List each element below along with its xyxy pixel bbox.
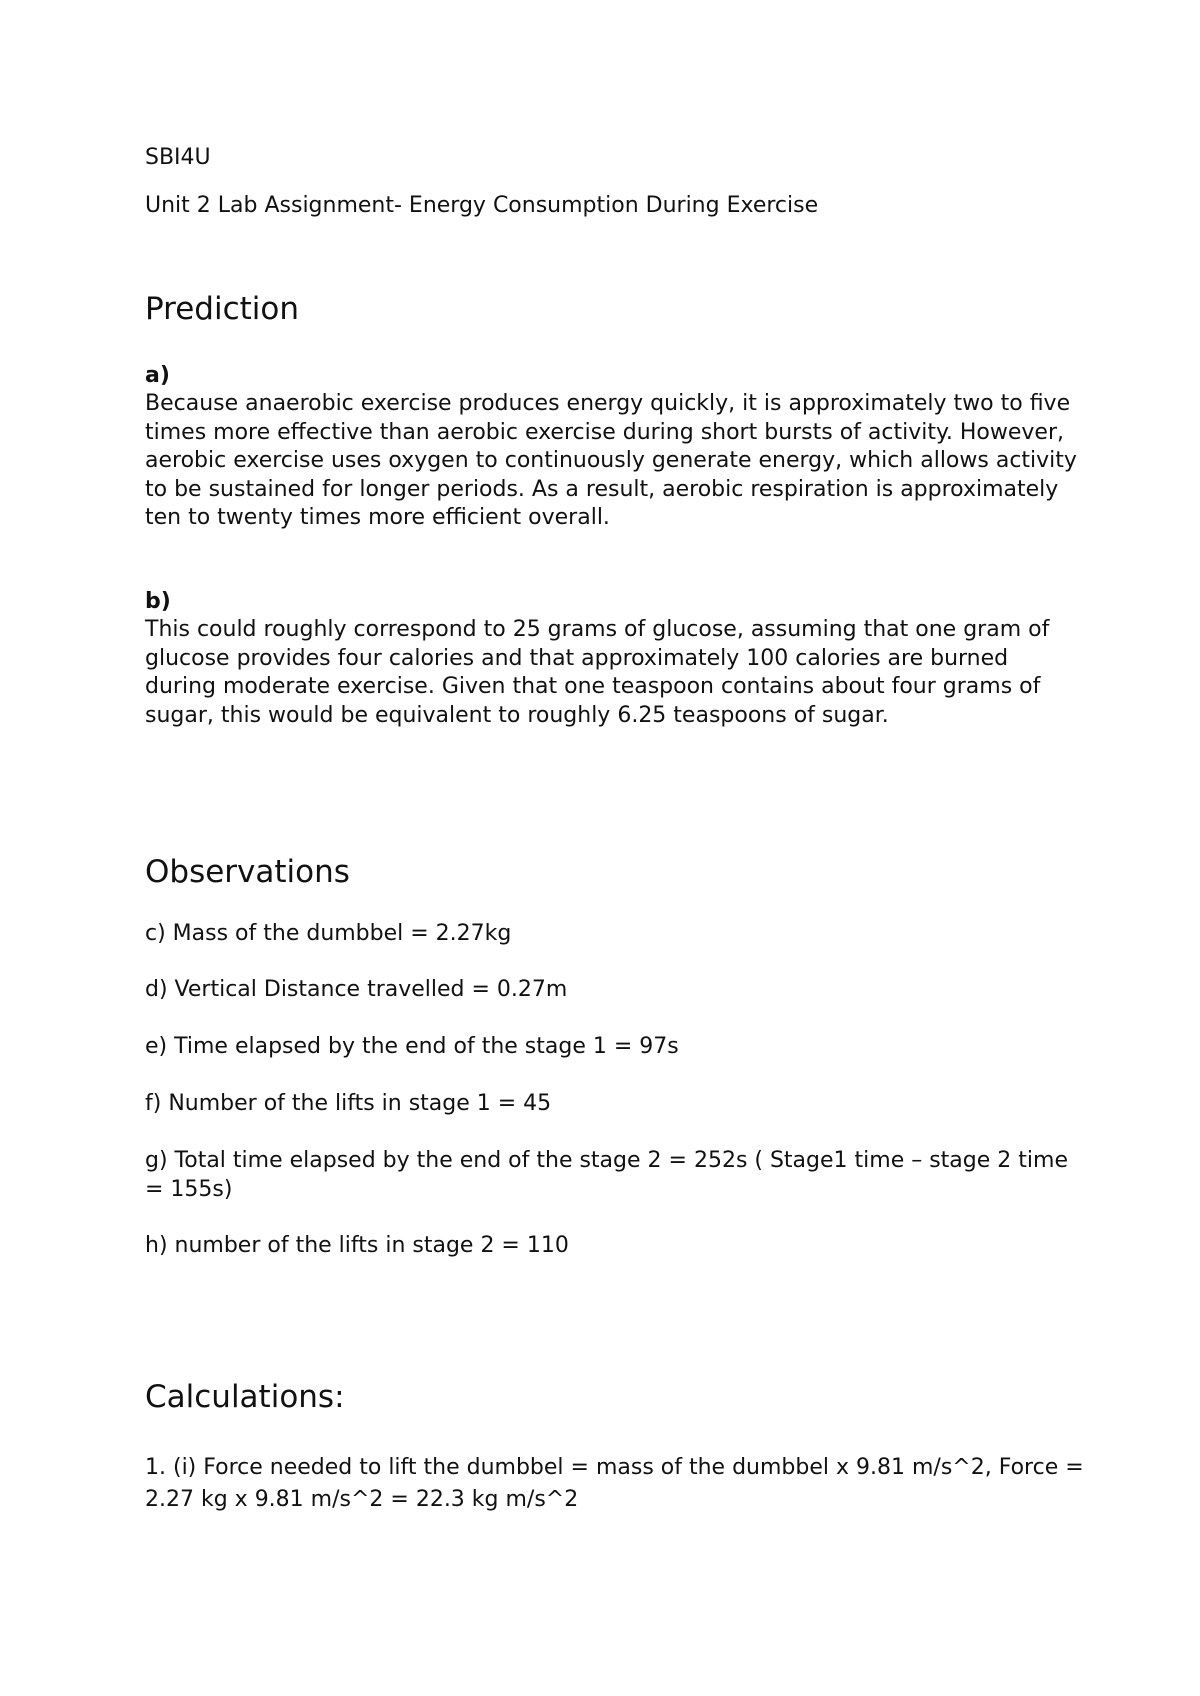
observation-item: g) Total time elapsed by the end of the stage 2 = 252s ( Stage1 time – stage 2 time = 155s)	[145, 1148, 1068, 1202]
document-title: Unit 2 Lab Assignment- Energy Consumption During Exercise	[145, 193, 819, 218]
prediction-heading: Prediction	[145, 291, 300, 327]
observation-item: f) Number of the lifts in stage 1 = 45	[145, 1091, 552, 1116]
observation-item: c) Mass of the dumbbel = 2.27kg	[145, 921, 512, 946]
prediction-b	[145, 588, 1085, 730]
observation-item: d) Vertical Distance travelled = 0.27m	[145, 977, 568, 1002]
prediction-b-text: This could roughly correspond to 25 grams of glucose, assuming that one gram of glucose provides four calories and that approximately 100 calories are burned during moderate exercise. Given that one teaspoon contains about four grams of sugar, this would be equivalent to roughly 6.25 teaspoons of sugar.	[145, 617, 1050, 728]
prediction-a-label: a)	[145, 363, 170, 388]
course-code: SBI4U	[145, 145, 211, 170]
prediction-a-text: Because anaerobic exercise produces energy quickly, it is approximately two to five times more effective than aerobic exercise during short bursts of activity. However, aerobic exercise uses oxygen to continuously generate energy, which allows activity to be sustained for longer periods. As a result, aerobic respiration is approximately ten to twenty times more efficient overall.	[145, 391, 1077, 530]
observation-item: h) number of the lifts in stage 2 = 110	[145, 1233, 569, 1258]
observation-item: e) Time elapsed by the end of the stage 1 = 97s	[145, 1034, 679, 1059]
observations-heading: Observations	[145, 854, 350, 890]
calculations-heading: Calculations:	[145, 1379, 345, 1415]
prediction-a	[145, 362, 1085, 533]
calculation-item: 1. (i) Force needed to lift the dumbbel = mass of the dumbbel x 9.81 m/s^2, Force = 2.27 kg x 9.81 m/s^2 = 22.3 kg m/s^2	[145, 1455, 1084, 1512]
prediction-b-label: b)	[145, 589, 171, 614]
